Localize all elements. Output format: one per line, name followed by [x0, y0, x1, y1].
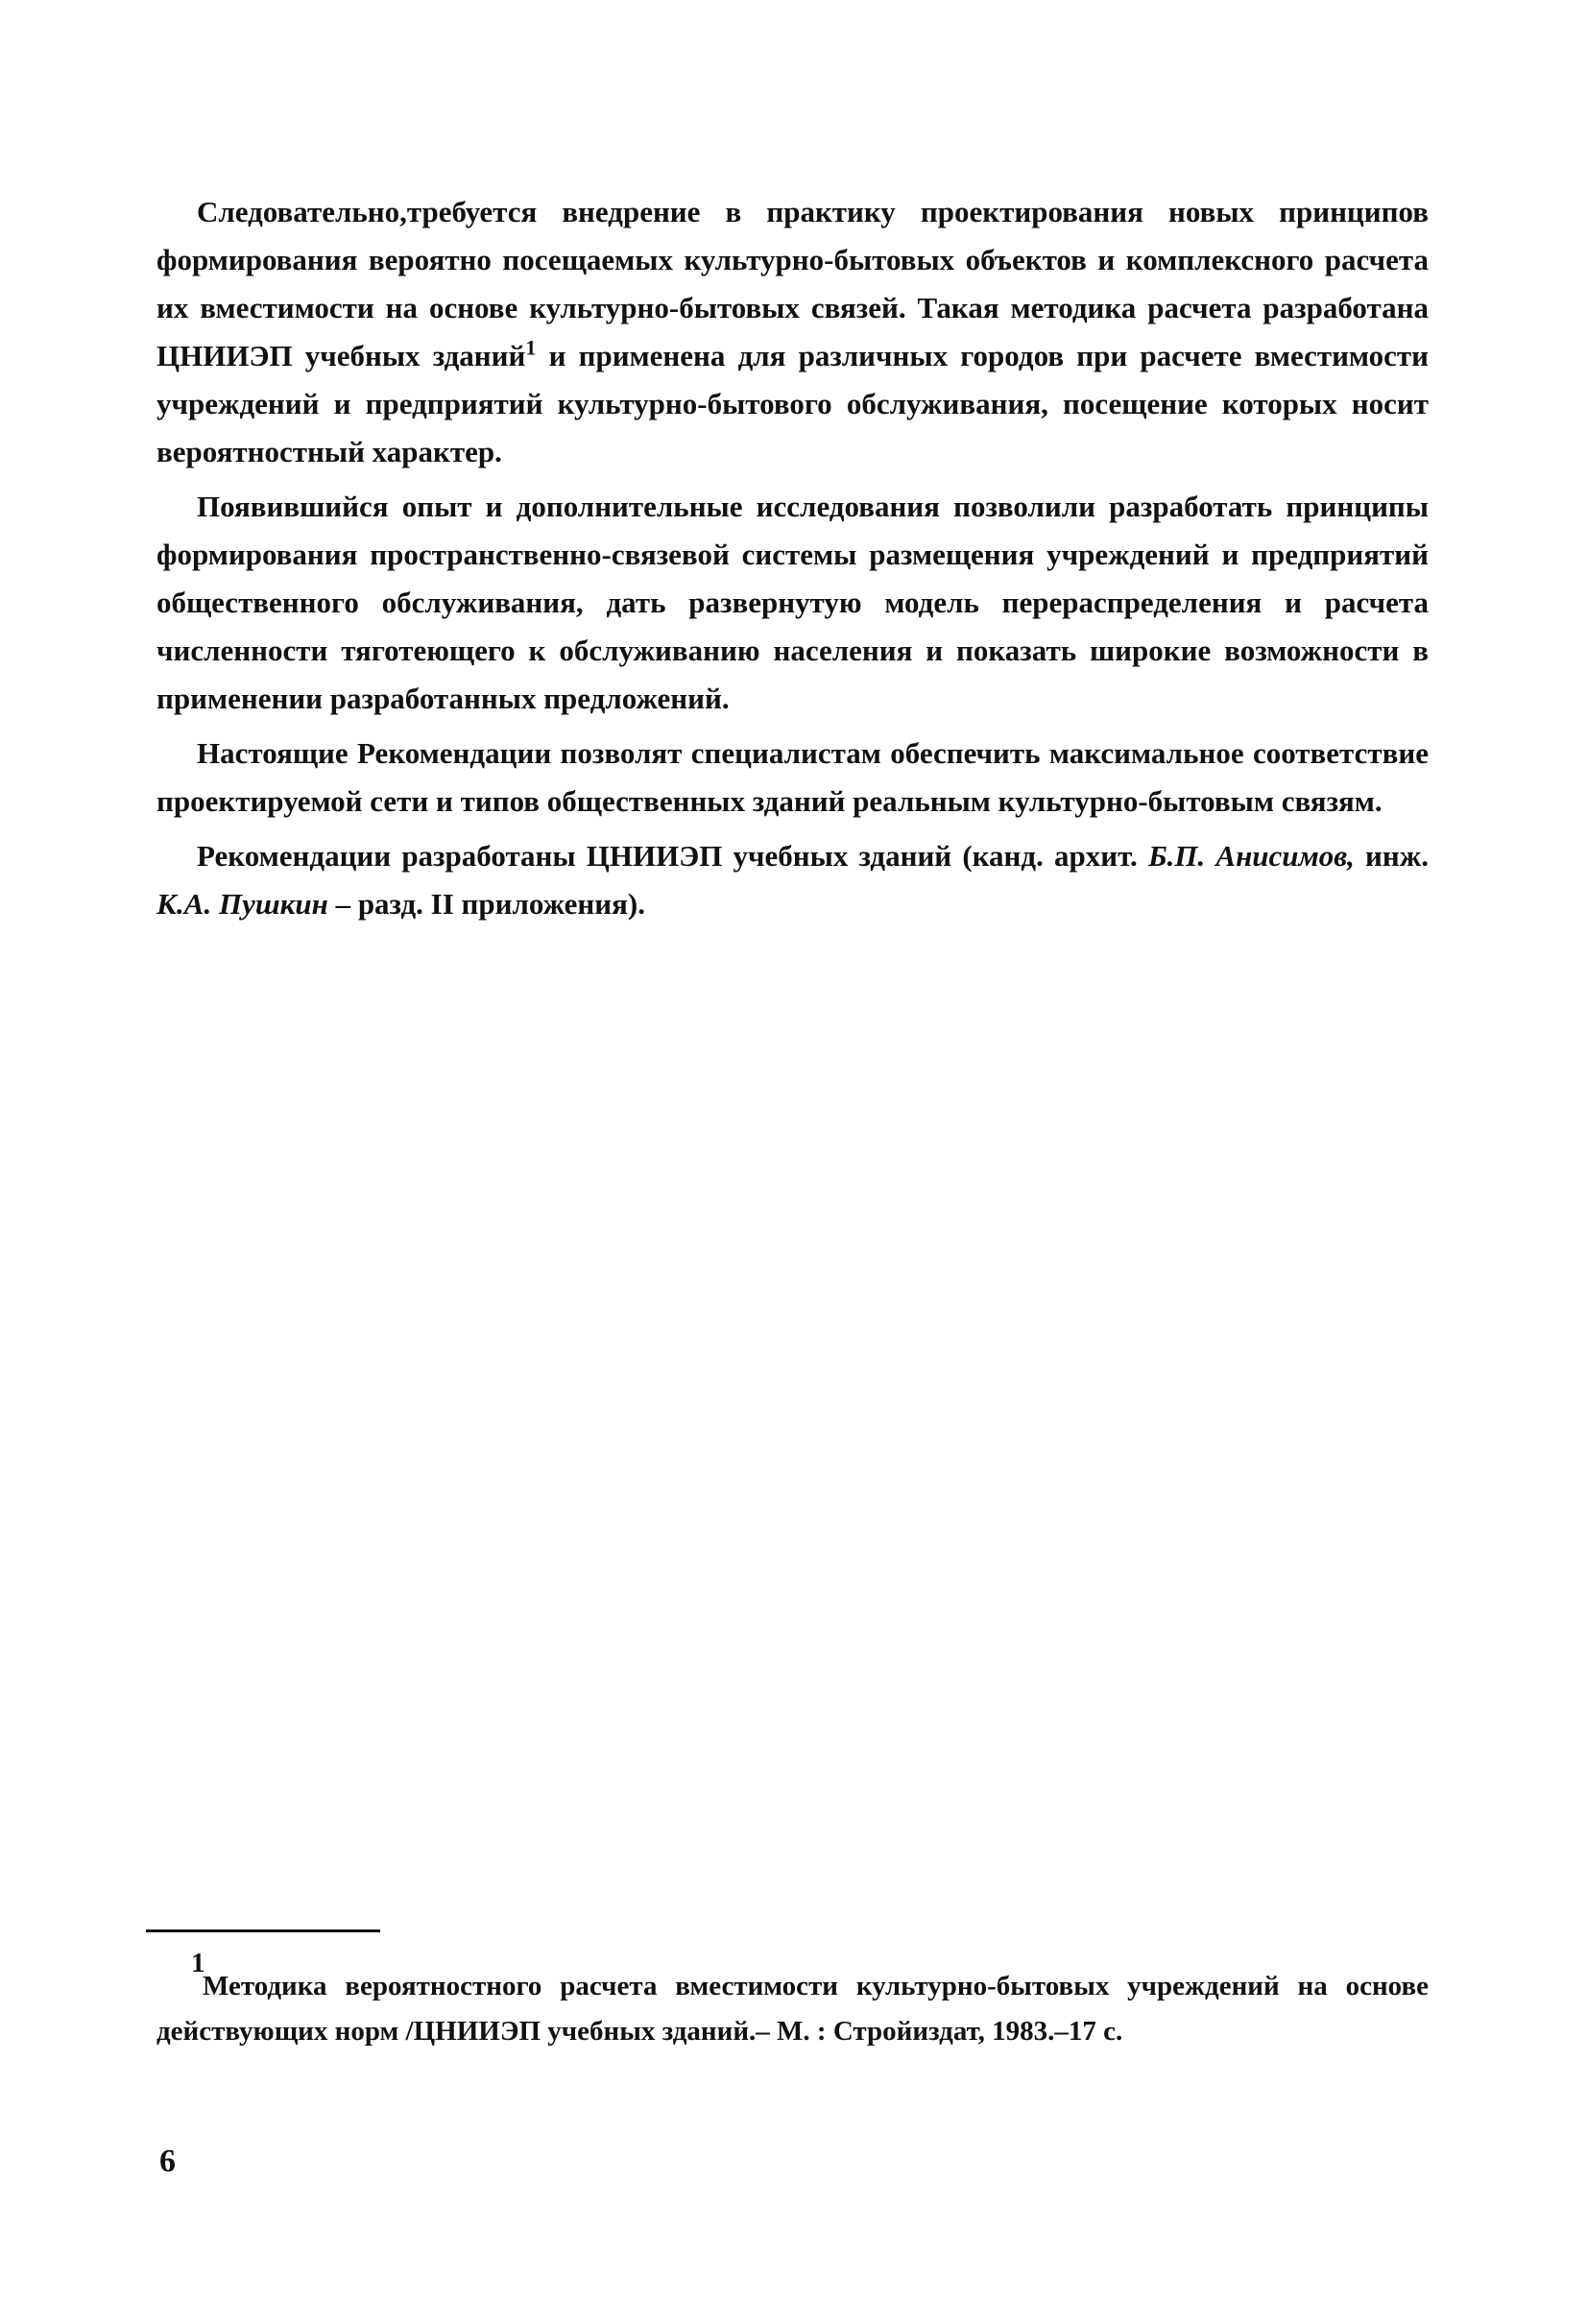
paragraph-4 [156, 832, 1429, 928]
paragraph-4-part-1: Рекомендации разработаны ЦНИИЭП учебных зданий (канд. архит. [197, 839, 1138, 873]
footnote-marker: 1 [191, 1948, 205, 1978]
paragraph-2: Появившийся опыт и дополнительные исследования позволили разработать принципы формирования пространственно-связевой системы размещения учреждений и предприятий общественного обслуживания, дать развернутую модель перераспределения и расчета численности тяготеющего к обслуживанию населения и показать широкие возможности в применении разработанных предложений. [156, 490, 1429, 715]
footnote-reference: 1 [525, 335, 537, 360]
footnote-divider [146, 1929, 380, 1932]
author-anisimov: Б.П. Анисимов, [1147, 839, 1355, 873]
paragraph-1-part-1: Следовательно,требуется внедрение в практику проектирования новых принципов формирования вероятно посещаемых культурно-бытовых объектов и комплексного расчета их вместимости на основе культурно-бытовых связей. Такая методика расчета разработана ЦНИИЭП учебных зданий [156, 195, 1429, 372]
footnote-text: Методика вероятностного расчета вместимости культурно-бытовых учреждений на основе действующих норм /ЦНИИЭП учебных зданий.– М. : Стройиздат, 1983.–17 с. [156, 1971, 1429, 2047]
main-text [156, 188, 1429, 928]
paragraph-4-part-2: инж. [1365, 839, 1429, 873]
footnote [156, 1949, 1429, 2054]
paragraph-4-part-3: – разд. II приложения). [335, 887, 645, 921]
paragraph-3: Настоящие Рекомендации позволят специалистам обеспечить максимальное соответствие проектируемой сети и типов общественных зданий реальным культурно-бытовым связям. [156, 736, 1429, 818]
page-number: 6 [159, 2144, 176, 2179]
author-pushkin: К.А. Пушкин [156, 887, 328, 921]
paragraph-1 [156, 188, 1429, 476]
paragraph-1-part-2: и применена для различных городов при расчете вместимости учреждений и предприятий культурно-бытового обслуживания, посещение которых носит вероятностный характер. [156, 339, 1429, 468]
